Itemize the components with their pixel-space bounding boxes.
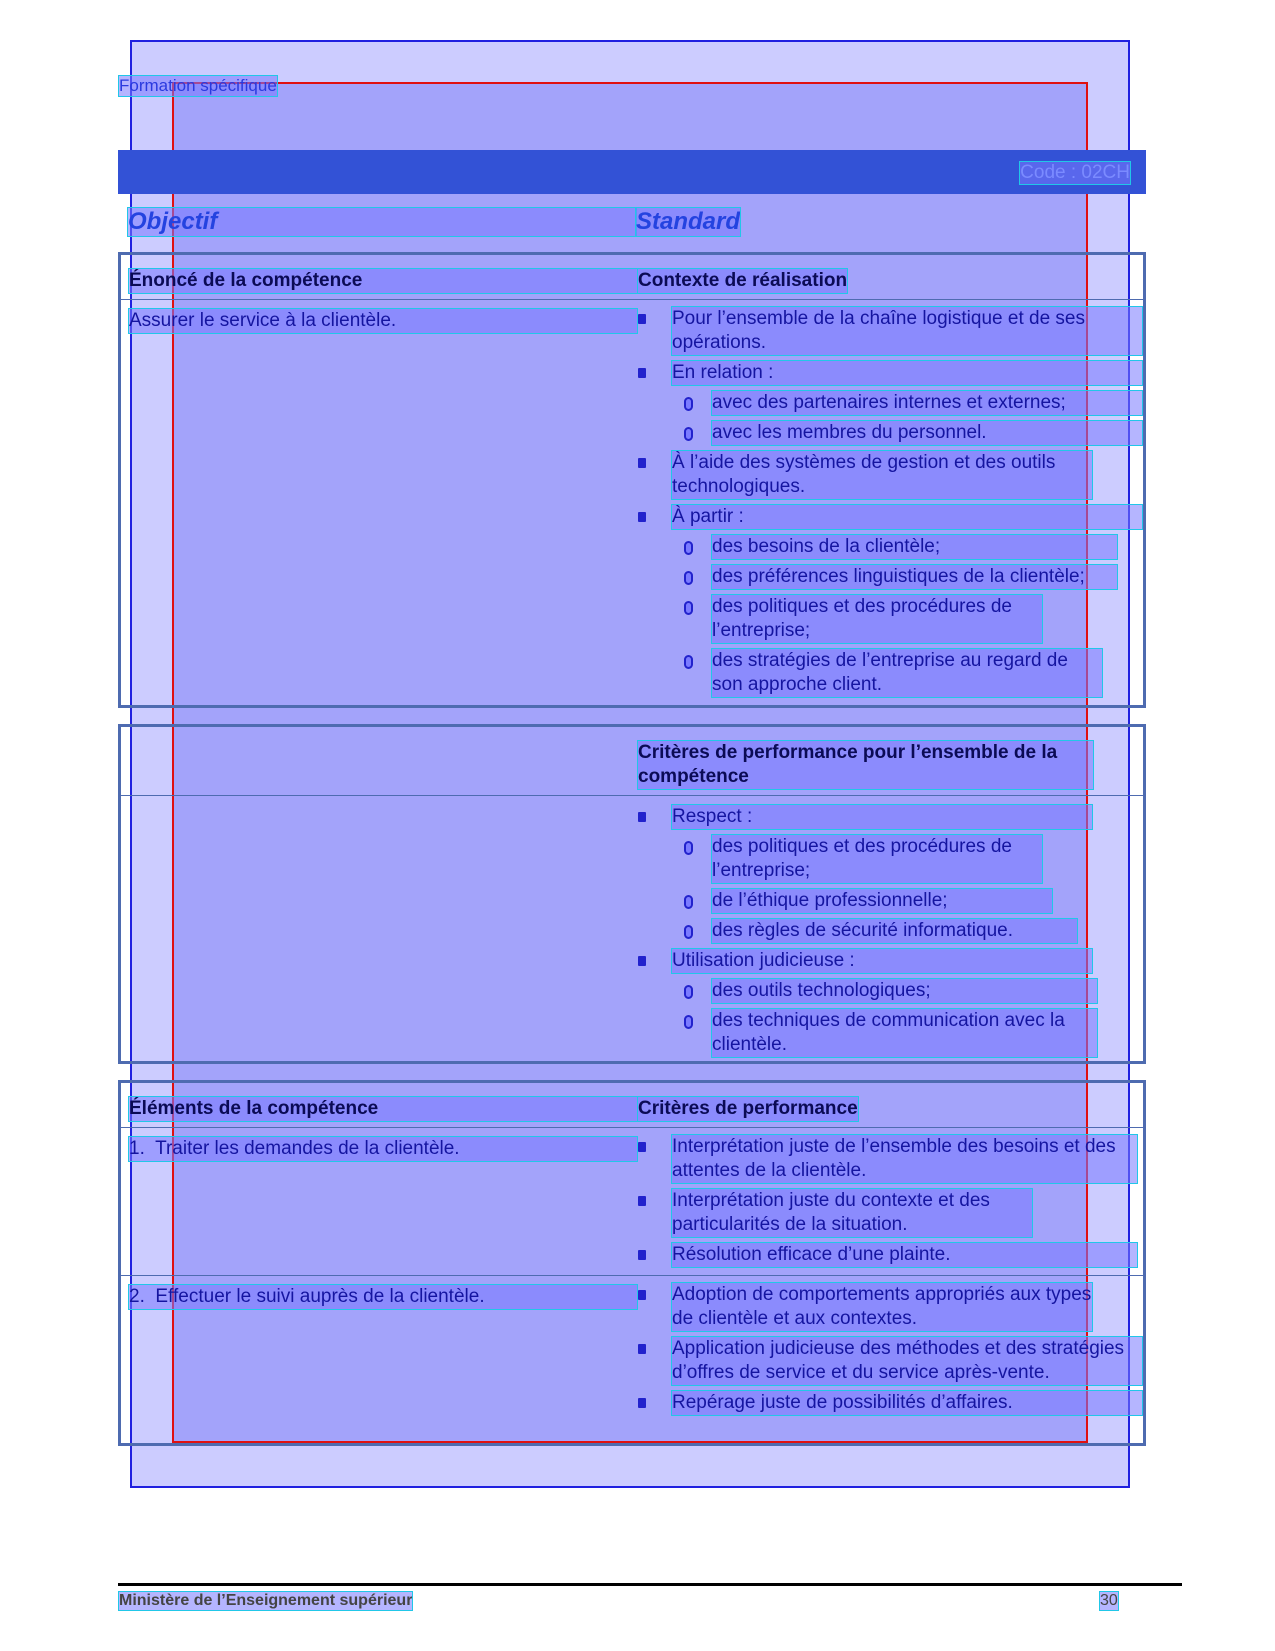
sub-item: des outils technologiques; — [712, 979, 1097, 1003]
context-heading: Contexte de réalisation — [638, 270, 848, 291]
code-bar — [118, 150, 1146, 194]
list-item: À partir : — [672, 505, 1142, 529]
sub-item: des besoins de la clientèle; — [712, 535, 1117, 559]
sub-item: des préférences linguistiques de la clientèle; — [712, 565, 1117, 589]
sub-item: de l’éthique professionnelle; — [712, 889, 1052, 913]
element-row-1: 1. Traiter les demandes de la clientèle. — [129, 1137, 637, 1161]
list-item: Application judicieuse des méthodes et des stratégies d’offres de service et du service après-vente. — [672, 1337, 1142, 1385]
list-item: Interprétation juste de l’ensemble des besoins et des attentes de la clientèle. — [672, 1135, 1137, 1183]
list-item: Interprétation juste du contexte et des particularités de la situation. — [672, 1189, 1032, 1237]
context-list — [672, 307, 1142, 703]
enonce-heading: Énoncé de la compétence — [129, 269, 637, 293]
sub-item: des techniques de communication avec la clientèle. — [712, 1009, 1097, 1057]
sub-item: des politiques et des procédures de l’entreprise; — [712, 595, 1042, 643]
list-item: Pour l’ensemble de la chaîne logistique et de ses opérations. — [672, 307, 1142, 355]
footer-rule — [118, 1583, 1182, 1586]
elements-table — [118, 1080, 1146, 1446]
list-item: Adoption de comportements appropriés aux types de clientèle et aux contextes. — [672, 1283, 1092, 1331]
objectif-title: Objectif — [128, 208, 636, 236]
elements-heading: Éléments de la compétence — [129, 1097, 637, 1121]
enonce-text: Assurer le service à la clientèle. — [129, 309, 637, 333]
list-item: Repérage juste de possibilités d’affaires. — [672, 1391, 1142, 1415]
list-item: Résolution efficace d’une plainte. — [672, 1243, 1137, 1267]
sub-item: avec des partenaires internes et externes; — [712, 391, 1142, 415]
sub-item: des stratégies de l’entreprise au regard de son approche client. — [712, 649, 1102, 697]
program-code: Code : 02CH — [1020, 162, 1130, 183]
footer-ministry: Ministère de l’Enseignement supérieur — [119, 1592, 413, 1609]
criteria-list-2 — [672, 1283, 1142, 1421]
criteres-ensemble-heading: Critères de performance pour l’ensemble de la compétence — [638, 741, 1093, 789]
list-item: Utilisation judicieuse : — [672, 949, 1092, 973]
sub-item: des politiques et des procédures de l’entreprise; — [712, 835, 1042, 883]
sub-item: des règles de sécurité informatique. — [712, 919, 1077, 943]
criteres-ensemble-table — [118, 724, 1146, 1064]
list-item: Respect : — [672, 805, 1092, 829]
sub-item: avec les membres du personnel. — [712, 421, 1142, 445]
enonce-table — [118, 252, 1146, 708]
program-label: Formation spécifique — [119, 76, 277, 95]
standard-title: Standard — [636, 208, 741, 235]
list-item: À l’aide des systèmes de gestion et des outils technologiques. — [672, 451, 1092, 499]
list-item: En relation : — [672, 361, 1142, 385]
criteres-ensemble-list — [672, 805, 1092, 1063]
page-number: 30 — [1100, 1592, 1118, 1609]
element-row-2: 2. Effectuer le suivi auprès de la clientèle. — [129, 1285, 637, 1309]
criteria-list-1 — [672, 1135, 1137, 1273]
criteria-heading: Critères de performance — [638, 1098, 858, 1119]
